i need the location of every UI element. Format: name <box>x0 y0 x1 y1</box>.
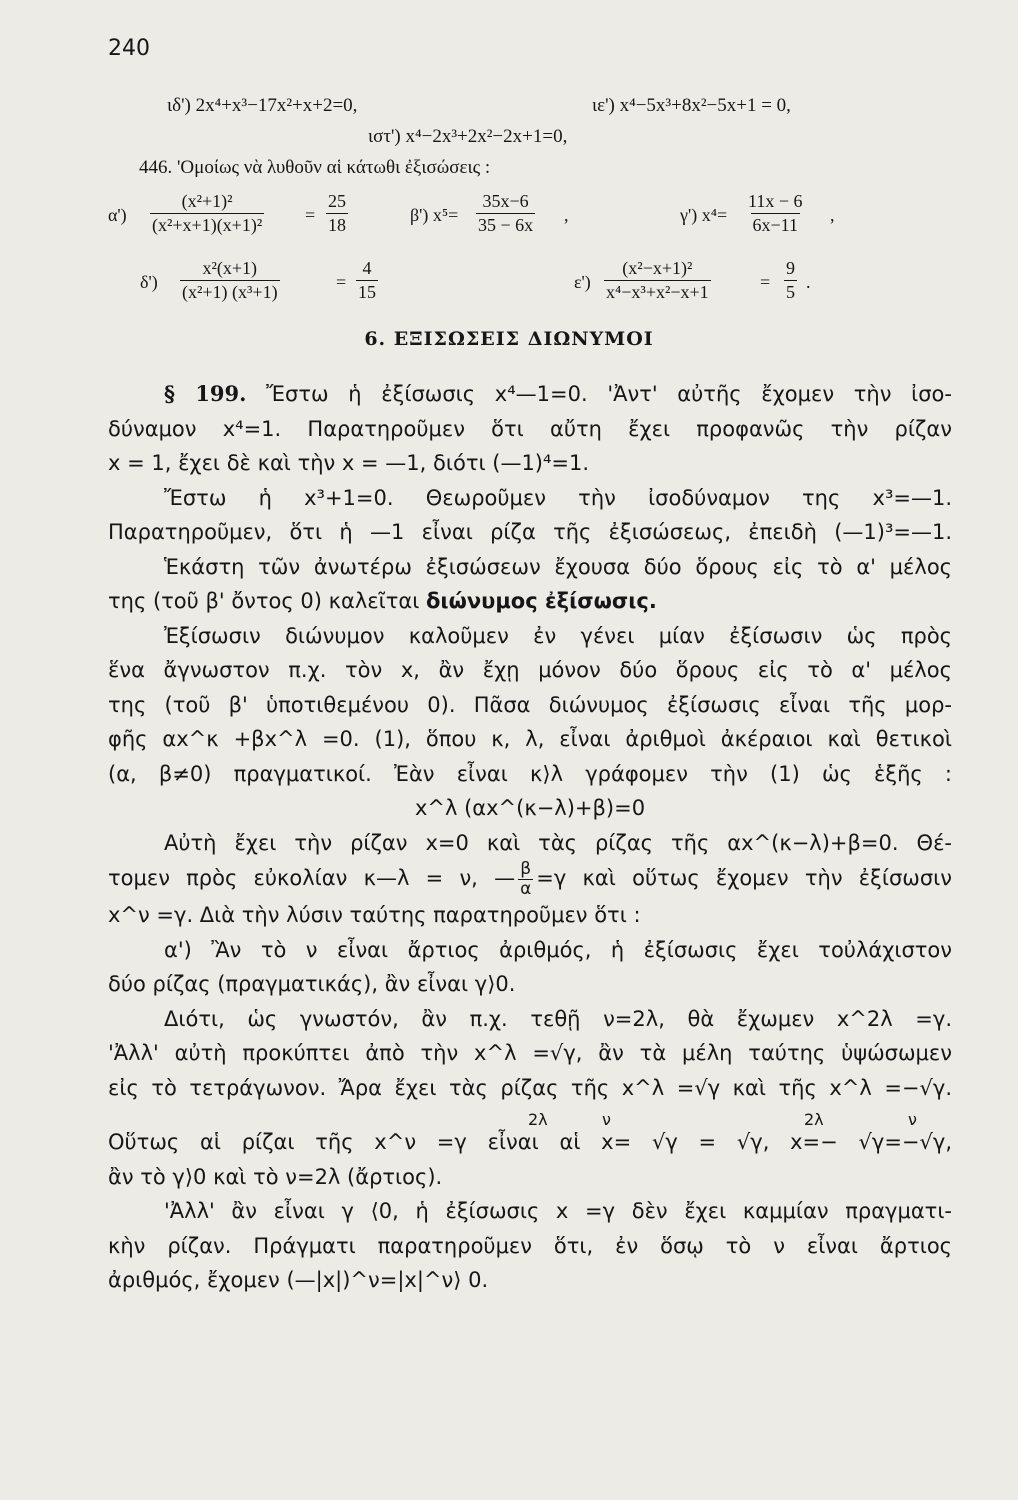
root-index: 2λ <box>804 1110 824 1130</box>
fraction-beta-alpha: $\frac{\beta}{\alpha}$ <box>520 859 532 899</box>
text-line: § 199. Ἔστω ἡ ἐξίσωσις x⁴—1=0. 'Ἀντ' αὐτῆς ἔχομεν τὴν ἰσο- <box>164 381 952 406</box>
formula-line: x^λ (αx^(κ−λ)+β)=0 <box>414 796 646 820</box>
exercise-15: ιε') x⁴−5x³+8x²−5x+1 = 0, <box>592 95 791 116</box>
eq-c-label: γ') x⁴= <box>680 205 728 225</box>
text-line: Παρατηροῦμεν, ὅτι ἡ —1 εἶναι ρίζα τῆς ἐξισώσεως, ἐπειδὴ (—1)³=—1. <box>108 520 952 544</box>
text-line: κὴν ρίζαν. Πράγματι παρατηροῦμεν ὅτι, ἐν ὅσῳ τὸ ν εἶναι ἄρτιος <box>108 1233 952 1258</box>
text-line: ἂν τὸ γ⟩0 καὶ τὸ ν=2λ (ἄρτιος). <box>108 1164 443 1189</box>
eq-b-label: β') x⁵= <box>410 205 459 225</box>
exercise-14: ιδ') 2x⁴+x³−17x²+x+2=0, <box>167 95 358 116</box>
text-line: τομεν πρὸς εὐκολίαν κ—λ = ν, — $\frac{\beta}{\alpha}$ =γ καὶ οὕτως ἔχομεν τὴν ἐξίσωσιν <box>108 859 952 899</box>
text-line: εἰς τὸ τετράγωνον. Ἄρα ἔχει τὰς ρίζας τῆς x^λ =√γ καὶ τῆς x^λ =−√γ. <box>108 1075 952 1100</box>
eq-e-lhs: $\frac{\text{(x²−x+1)²}}{\text{x⁴−x³+x²−x+1}}$ <box>606 258 709 302</box>
text-line: ἀριθμός, ἔχομεν (—|x|)^ν=|x|^ν⟩ 0. <box>108 1268 489 1293</box>
text-line: Ἔστω ἡ x³+1=0. Θεωροῦμεν τὴν ἰσοδύναμον της x³=—1. <box>164 485 952 510</box>
eq-e-equals: = <box>760 272 771 292</box>
text-line: 'Ἀλλ' αὐτὴ προκύπτει ἀπὸ τὴν x^λ =√γ, ἂν τὰ μέλη ταύτης ὑψώσωμεν <box>108 1041 952 1066</box>
root-indices-line <box>108 1105 952 1130</box>
section-heading: 6. ΕΞΙΣΩΣΕΙΣ ΔΙΩΝΥΜΟΙ <box>364 328 654 350</box>
text-line: x = 1, ἔχει δὲ καὶ τὴν x = —1, διότι (—1)⁴=1. <box>108 451 590 475</box>
root-index: ν <box>908 1110 917 1130</box>
page-number: 240 <box>108 36 150 61</box>
exercise-446-intro: 446. 'Ομοίως νὰ λυθοῦν αἱ κάτωθι ἐξισώσεις : <box>139 157 491 178</box>
section-number: § 199. <box>164 381 247 406</box>
book-page: 240 ιδ') 2x⁴+x³−17x²+x+2=0, ιε') x⁴−5x³+8x²−5x+1 = 0, ιστ') x⁴−2x³+2x²−2x+1=0, 446. 'Ομοίως νὰ λυθοῦν αἱ κάτωθι ἐξισώσεις : α') $\frac{\text{(x²+1)²}}{\text{(x²+x+1)(x+1)²}}$ = $\frac{25}{18}$ β') x⁵= $\frac{35x-6}{35 - 6x}$ , γ') x⁴= $\frac{11x - 6}{6x-11}$ , δ') $\frac{\text{x²(x+1)}}{\text{(x²+1) (x³+1)}}$ = $\frac{4}{15}$ ε') $\frac{\text{(x²−x+1)²}}{\text{x⁴−x³+x²−x+1}}$ = $\frac{9}{5}$ . 6. ΕΞΙΣΩΣΕΙΣ ΔΙΩΝΥΜΟΙ § 199. Ἔστω ἡ ἐξίσωσις x⁴—1=0. 'Ἀντ' αὐτῆς ἔχομεν τὴν ἰσο- δύναμον x⁴=1. Παρατηροῦμεν ὅτι αὔτη ἔχει προφανῶς τὴν ρίζαν x = 1, ἔχει δὲ καὶ τὴν x = —1, διότι (—1)⁴=1. Ἔστω ἡ x³+1=0. Θεωροῦμεν τὴν ἰσοδύναμον της x³=—1. Παρατηροῦμεν, ὅτι ἡ —1 εἶναι ρίζα τῆς ἐξισώσεως, ἐπειδὴ (—1)³=—1. Ἑκάστη τῶν ἀνωτέρω ἐξισώσεων ἔχουσα δύο ὅρους εἰς τὸ α' μέλος της (τοῦ β' ὄντος 0) καλεῖται διώνυμος ἐξίσωσις. Ἐξίσωσιν διώνυμον καλοῦμεν ἐν γένει μίαν ἐξίσωσιν ὡς πρὸς ἕνα ἄγνωστον π.χ. τὸν x, ἂν ἔχῃ μόνον δύο ὅρους εἰς τὸ α' μέλος της (τοῦ β' ὑποτιθεμένου 0). Πᾶσα διώνυμος ἐξίσωσις εἶναι τῆς μορ- φῆς αx^κ +βx^λ =0. (1), ὅπου κ, λ, εἶναι ἀριθμοὶ ἀκέραιοι καὶ θετικοὶ (α, β≠0) πραγματικοί. Ἐὰν εἶναι κ⟩λ γράφομεν τὴν (1) ὡς ἑξῆς : x^λ (αx^(κ−λ)+β)=0 Αὐτὴ ἔχει τὴν ρίζαν x=0 καὶ τὰς ρίζας τῆς αx^(κ−λ)+β=0. Θέ- τομεν πρὸς εὐκολίαν κ—λ = ν, — $\frac{\beta}{\alpha}$ =γ καὶ οὕτως ἔχομεν τὴν ἐξίσωσιν x^ν =γ. Διὰ τὴν λύσιν ταύτης παρατηροῦμεν ὅτι : α') Ἂν τὸ ν εἶναι ἄρτιος ἀριθμός, ἡ ἐξίσωσις ἔχει τοὐλάχιστον δύο ρίζας (πραγματικάς), ἂν εἶναι γ⟩0. Διότι, ὡς γνωστόν, ἂν π.χ. τεθῇ ν=2λ, θὰ ἔχωμεν x^2λ =γ. 'Ἀλλ' αὐτὴ προκύπτει ἀπὸ τὴν x^λ =√γ, ἂν τὰ μέλη ταύτης ὑψώσωμεν εἰς τὸ τετράγωνον. Ἄρα ἔχει τὰς ρίζας τῆς x^λ =√γ καὶ τῆς x^λ =−√γ. 2λ ν 2λ ν Οὕτως αἱ ρίζαι τῆς x^ν =γ εἶναι αἱ x= √γ = √γ, x=− √γ=−√γ, ἂν τὸ γ⟩0 καὶ τὸ ν=2λ (ἄρτιος). 'Ἀλλ' ἂν εἶναι γ ⟨0, ἡ ἐξίσωσις x =γ δὲν ἔχει καμμίαν πραγματι- κὴν ρίζαν. Πράγματι παρατηροῦμεν ὅτι, ἐν ὅσῳ τὸ ν εἶναι ἄρτιος ἀριθμός, ἔχομεν (—|x|)^ν=|x|^ν⟩ 0. <box>0 0 1018 1500</box>
text-line: φῆς αx^κ +βx^λ =0. (1), ὅπου κ, λ, εἶναι ἀριθμοὶ ἀκέραιοι καὶ θετικοὶ <box>108 727 952 751</box>
text-line: x^ν =γ. Διὰ τὴν λύσιν ταύτης παρατηροῦμεν ὅτι : <box>108 903 641 928</box>
root-index: ν <box>602 1110 611 1130</box>
term-binomial-equation: διώνυμος ἐξίσωσις. <box>426 589 657 613</box>
text-line: Ἐξίσωσιν διώνυμον καλοῦμεν ἐν γένει μίαν ἐξίσωσιν ὡς πρὸς <box>164 623 952 648</box>
text-line: της (τοῦ β' ὑποτιθεμένου 0). Πᾶσα διώνυμος ἐξίσωσις εἶναι τῆς μορ- <box>108 692 952 717</box>
eq-d-rhs: $\frac{4}{15}$ <box>358 258 376 302</box>
text-line: (α, β≠0) πραγματικοί. Ἐὰν εἶναι κ⟩λ γράφομεν τὴν (1) ὡς ἑξῆς : <box>108 761 952 786</box>
exercise-16: ιστ') x⁴−2x³+2x²−2x+1=0, <box>368 126 568 147</box>
eq-a-lhs: $\frac{\text{(x²+1)²}}{\text{(x²+x+1)(x+1)²}}$ <box>152 191 263 235</box>
text-line: Διότι, ὡς γνωστόν, ἂν π.χ. τεθῇ ν=2λ, θὰ ἔχωμεν x^2λ =γ. <box>164 1006 952 1031</box>
text-line: ἕνα ἄγνωστον π.χ. τὸν x, ἂν ἔχῃ μόνον δύο ὅρους εἰς τὸ α' μέλος <box>108 658 952 682</box>
text-line: α') Ἂν τὸ ν εἶναι ἄρτιος ἀριθμός, ἡ ἐξίσωσις ἔχει τοὐλάχιστον <box>164 937 952 962</box>
body-text <box>108 377 952 1298</box>
eq-d-equals: = <box>336 272 347 292</box>
text-line: Αὐτὴ ἔχει τὴν ρίζαν x=0 καὶ τὰς ρίζας τῆς αx^(κ−λ)+β=0. Θέ- <box>164 830 952 855</box>
eq-a-rhs: $\frac{25}{18}$ <box>328 191 346 235</box>
eq-a-label: α') <box>108 205 127 225</box>
eq-b-rhs: $\frac{35x-6}{35 - 6x}$ <box>478 191 534 235</box>
eq-e-label: ε') <box>574 272 591 292</box>
eq-d-lhs: $\frac{\text{x²(x+1)}}{\text{(x²+1) (x³+1)}}$ <box>182 258 278 302</box>
text-line: 'Ἀλλ' ἂν εἶναι γ ⟨0, ἡ ἐξίσωσις x =γ δὲν ἔχει καμμίαν πραγματι- <box>164 1199 952 1224</box>
root-index: 2λ <box>528 1110 548 1130</box>
text-line: δύναμον x⁴=1. Παρατηροῦμεν ὅτι αὔτη ἔχει προφανῶς τὴν ρίζαν <box>108 416 952 441</box>
eq-d-label: δ') <box>140 272 158 292</box>
eq-e-rhs: $\frac{9}{5}$ <box>786 258 795 302</box>
eq-c-rhs: $\frac{11x - 6}{6x-11}$ <box>748 191 803 235</box>
eq-a-equals: = <box>305 205 316 225</box>
text-line: της (τοῦ β' ὄντος 0) καλεῖται διώνυμος ἐξίσωσις. <box>108 589 657 613</box>
text-line: δύο ρίζας (πραγματικάς), ἂν εἶναι γ⟩0. <box>108 972 516 997</box>
text-line: Οὕτως αἱ ρίζαι τῆς x^ν =γ εἶναι αἱ x= √γ = √γ, x=− √γ=−√γ, <box>108 1130 952 1155</box>
text-line: Ἑκάστη τῶν ἀνωτέρω ἐξισώσεων ἔχουσα δύο ὅρους εἰς τὸ α' μέλος <box>164 554 952 579</box>
